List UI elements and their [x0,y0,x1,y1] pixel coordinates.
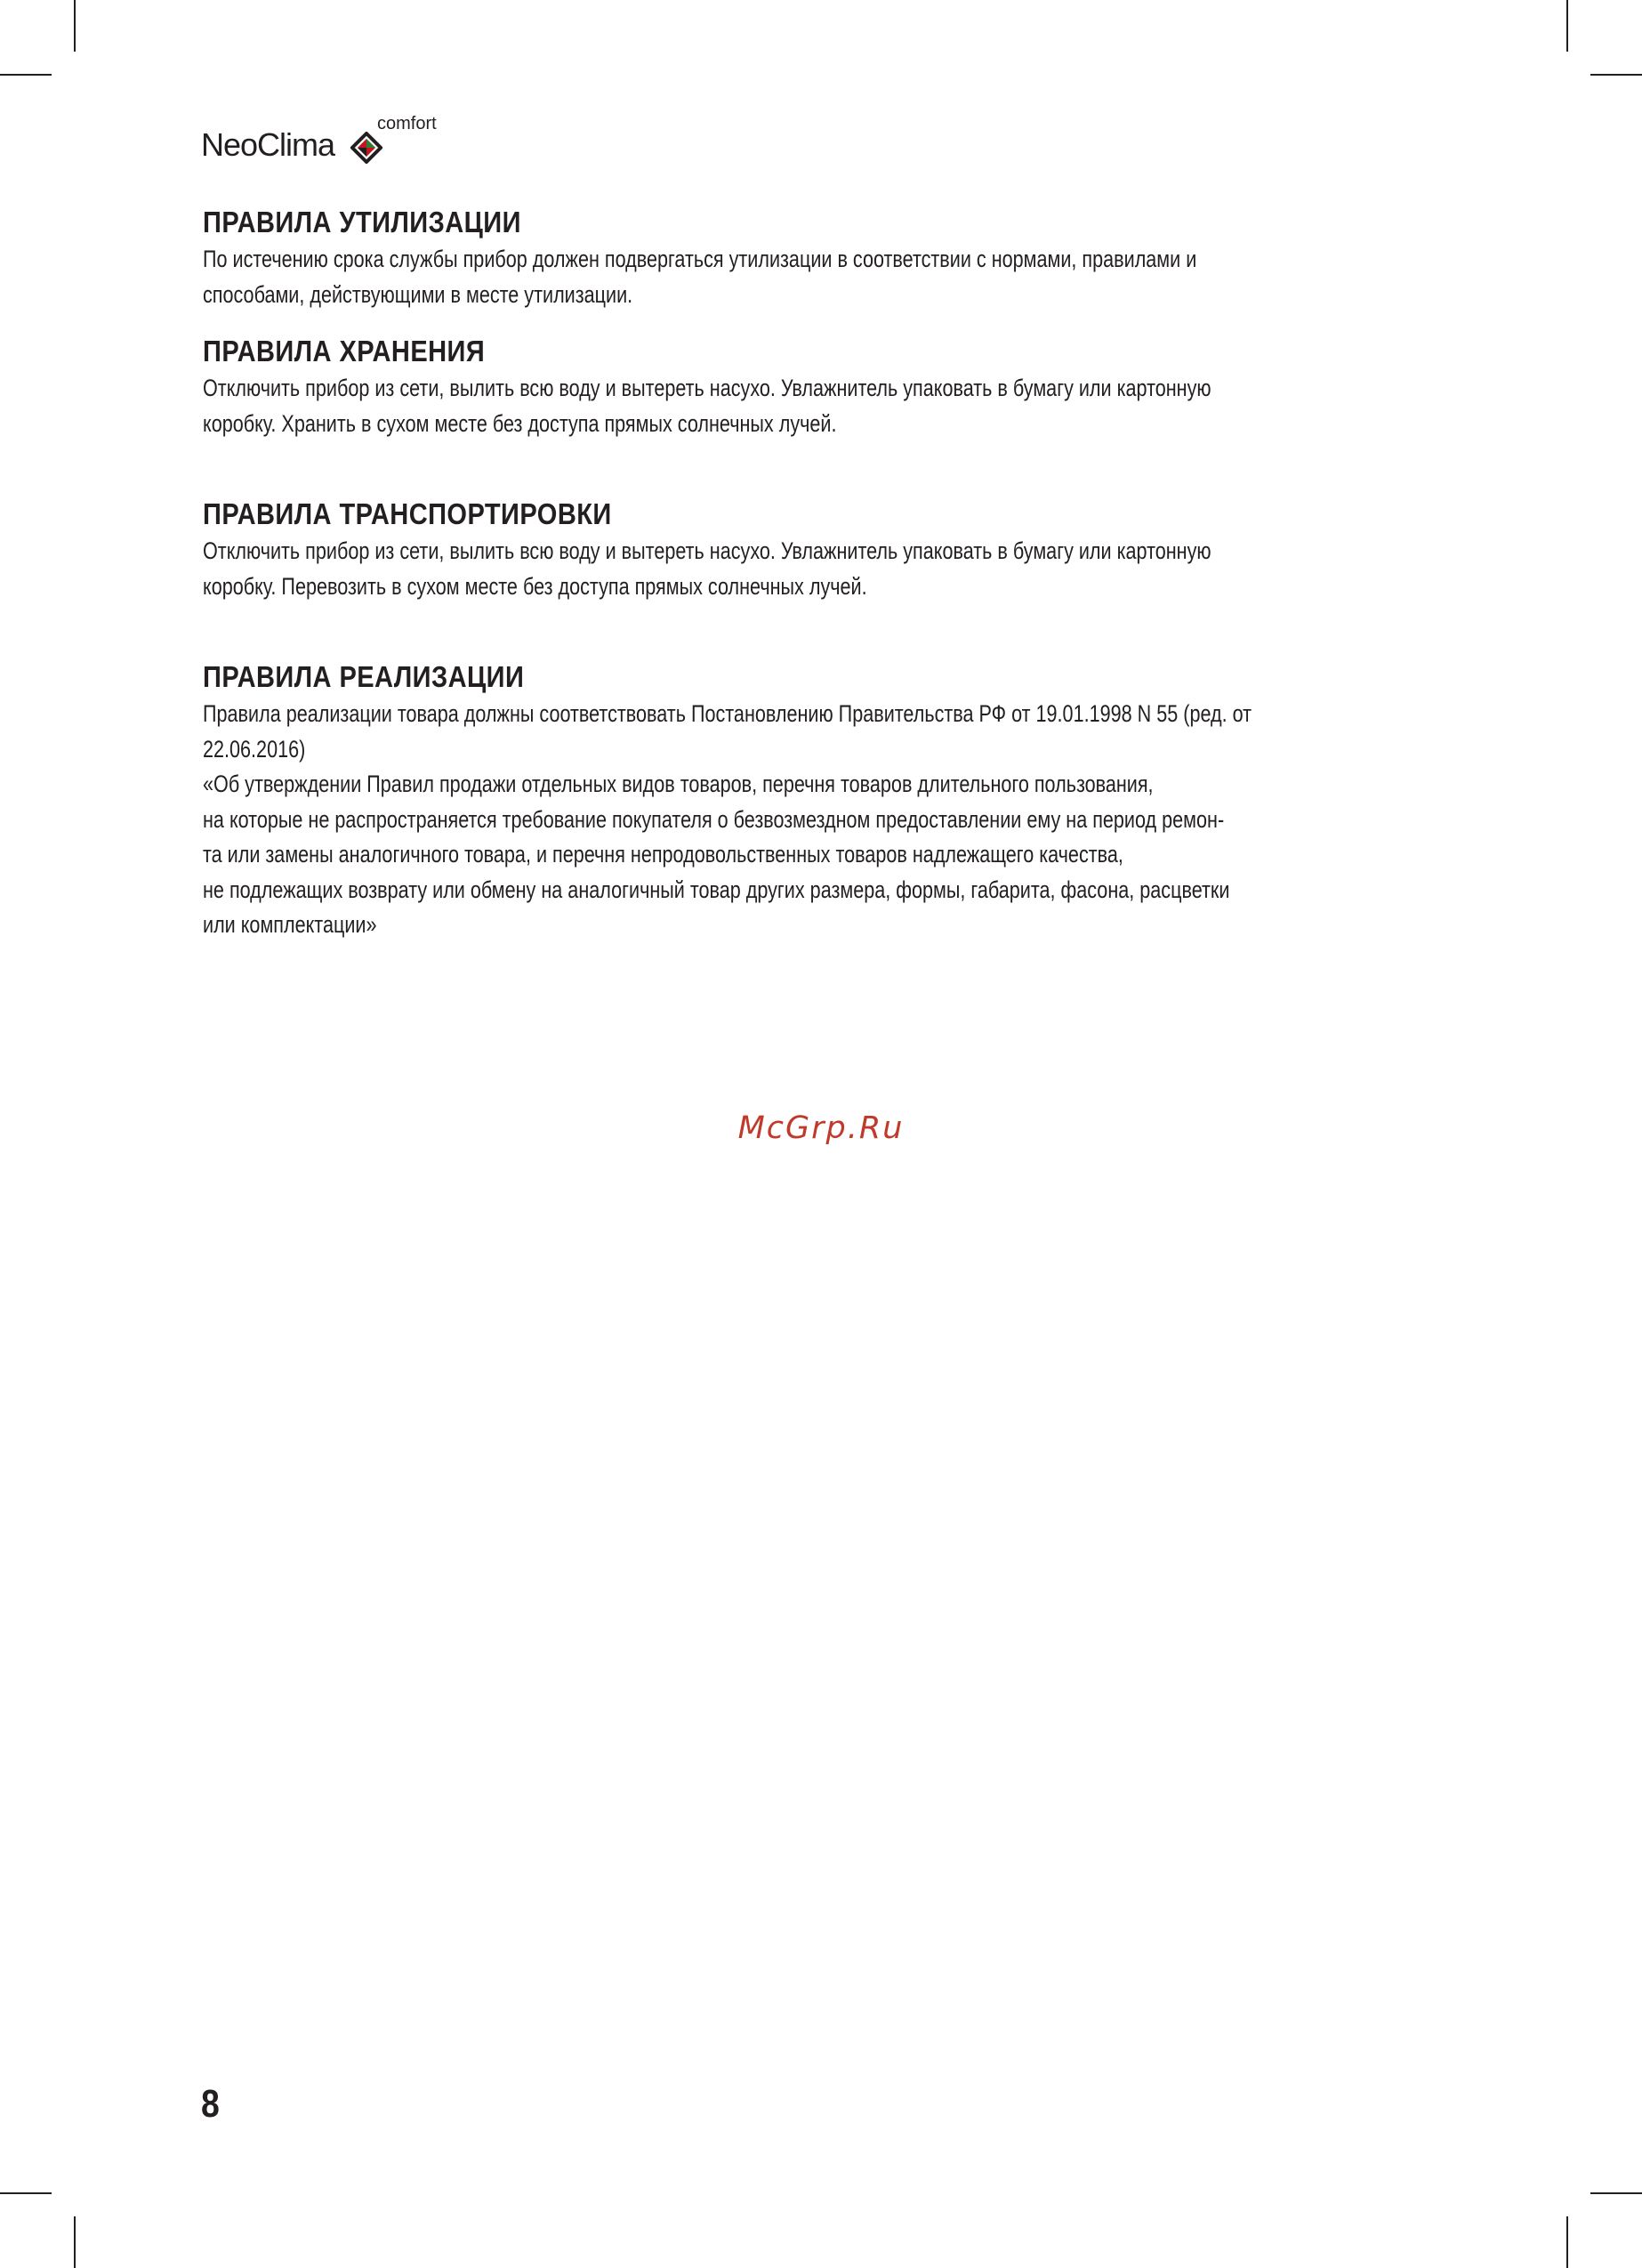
section-disposal [203,203,1448,312]
crop-mark-top-right-horizontal [1590,74,1642,76]
brand-logo-name: NeoClima [201,126,335,163]
paragraph-line: способами, действующими в месте утилизации. [203,280,633,308]
paragraph-line: не подлежащих возврату или обмену на аналогичный товар других размера, формы, габарита, фасона, расцветки [203,876,1230,903]
brand-logo-subtitle: comfort [377,114,437,133]
paragraph-line: Отключить прибор из сети, вылить всю воду и вытереть насухо. Увлажнитель упаковать в бумагу или картонную [203,537,1211,564]
paragraph-line: «Об утверждении Правил продажи отдельных видов товаров, перечня товаров длительного пользования, [203,771,1154,797]
section-storage [203,332,1448,441]
section-heading: ПРАВИЛА ХРАНЕНИЯ [203,335,486,367]
crop-mark-bottom-left-vertical [74,2216,76,2268]
brand-logo [201,114,468,167]
section-sales [203,658,1448,943]
paragraph-line: та или замены аналогичного товара, и перечня непродовольственных товаров надлежащего качества, [203,841,1123,868]
crop-mark-top-left-vertical [74,0,76,52]
watermark: McGrp.Ru [737,1110,905,1146]
paragraph-line: 22.06.2016) [203,735,306,763]
paragraph-line: коробку. Перевозить в сухом месте без доступа прямых солнечных лучей. [203,572,867,600]
paragraph-line: Правила реализации товара должны соответствовать Постановлению Правительства РФ от 19.01.1998 N 55 (ред. от [203,700,1252,727]
section-heading: ПРАВИЛА ТРАНСПОРТИРОВКИ [203,497,612,530]
crop-mark-bottom-right-vertical [1566,2216,1568,2268]
paragraph-line: По истечению срока службы прибор должен подвергаться утилизации в соответствии с нормами, правилами и [203,246,1197,272]
document-body [203,203,1448,943]
section-transport [203,495,1448,604]
section-heading: ПРАВИЛА РЕАЛИЗАЦИИ [203,660,525,693]
paragraph-line: или комплектации» [203,911,377,938]
page-number: 8 [201,2082,220,2126]
crop-mark-top-right-vertical [1566,0,1568,52]
brand-logo-diamond-icon [350,132,382,164]
crop-mark-bottom-right-horizontal [1590,2192,1642,2194]
section-heading: ПРАВИЛА УТИЛИЗАЦИИ [203,206,521,238]
paragraph-line: Отключить прибор из сети, вылить всю воду и вытереть насухо. Увлажнитель упаковать в бумагу или картонную [203,375,1211,401]
crop-mark-bottom-left-horizontal [0,2192,52,2194]
paragraph-line: коробку. Хранить в сухом месте без доступа прямых солнечных лучей. [203,409,837,437]
crop-mark-top-left-horizontal [0,74,52,76]
paragraph-line: на которые не распространяется требование покупателя о безвозмездном предоставлении ему на период ремон- [203,805,1225,833]
